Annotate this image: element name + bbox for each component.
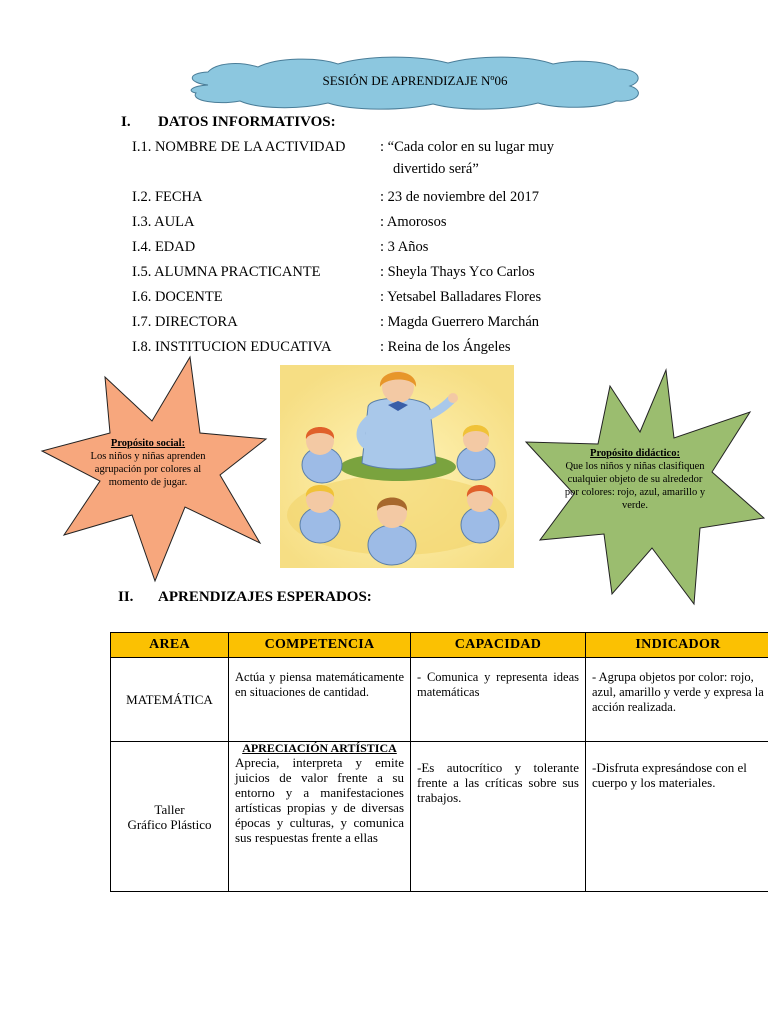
info-row-actividad <box>132 139 752 183</box>
table-row <box>111 742 768 892</box>
info-row-practicante <box>132 264 752 286</box>
info-label: I.1. NOMBRE DE LA ACTIVIDAD <box>132 139 346 155</box>
proposito-social-title: Propósito social: <box>110 438 186 449</box>
info-value: : Amorosos <box>380 214 447 230</box>
info-row-fecha <box>132 189 752 211</box>
header-competencia: COMPETENCIA <box>229 633 411 658</box>
header-area: AREA <box>111 633 229 658</box>
info-row-edad <box>132 239 752 261</box>
cell-indicador: - Agrupa objetos por color: rojo, azul, amarillo y verde y expresa la acción realizada. <box>586 658 768 742</box>
info-label: I.6. DOCENTE <box>132 289 223 305</box>
table-row <box>111 658 768 742</box>
cell-area <box>111 742 229 892</box>
children-illustration <box>280 365 514 568</box>
cell-competencia: Actúa y piensa matemáticamente en situaciones de cantidad. <box>229 658 411 742</box>
info-label: I.2. FECHA <box>132 189 203 205</box>
section-2-title: APRENDIZAJES ESPERADOS: <box>158 589 372 605</box>
info-value: : “Cada color en su lugar muy <box>380 139 554 155</box>
section-2-heading <box>118 589 518 609</box>
cell-area: MATEMÁTICA <box>111 658 229 742</box>
proposito-social-body: Los niños y niñas aprenden agrupación por colores al momento de jugar. <box>90 451 206 488</box>
cell-capacidad: - Comunica y representa ideas matemáticas <box>411 658 586 742</box>
info-row-directora <box>132 314 752 336</box>
table-header-row <box>111 633 768 658</box>
aprendizajes-table <box>110 632 768 892</box>
info-value: : Sheyla Thays Yco Carlos <box>380 264 535 280</box>
info-label: I.5. ALUMNA PRACTICANTE <box>132 264 321 280</box>
section-1-title: DATOS INFORMATIVOS: <box>158 114 336 130</box>
proposito-didactico-body: Que los niños y niñas clasifiquen cualquier objeto de su alrededor por colores: rojo, azul, amarillo y verde. <box>564 461 706 511</box>
info-value: : Yetsabel Balladares Flores <box>380 289 542 305</box>
section-1-heading <box>121 114 521 134</box>
competencia-subheading: APRECIACIÓN ARTÍSTICA <box>242 741 397 755</box>
area-line-1: Taller <box>154 801 185 817</box>
info-value-continuation: divertido será” <box>393 161 479 177</box>
header-capacidad: CAPACIDAD <box>411 633 586 658</box>
area-line-2: Gráfico Plástico <box>127 816 212 832</box>
header-indicador: INDICADOR <box>586 633 768 658</box>
info-label: I.4. EDAD <box>132 239 196 255</box>
info-label: I.3. AULA <box>132 214 195 230</box>
proposito-didactico-text <box>560 447 710 512</box>
session-title: SESIÓN DE APRENDIZAJE Nº06 <box>322 73 508 88</box>
info-label: I.7. DIRECTORA <box>132 314 238 330</box>
competencia-text: Aprecia, interpreta y emite juicios de valor frente a su entorno y a manifestaciones artísticas propias y de diversas épocas y culturas, y comunica sus respuestas frente a ellas <box>235 755 404 845</box>
info-value: : Reina de los Ángeles <box>380 339 511 355</box>
cell-indicador: -Disfruta expresándose con el cuerpo y los materiales. <box>586 742 768 892</box>
section-1-number: I. <box>121 114 131 130</box>
proposito-social-text <box>78 437 218 489</box>
info-value: : 3 Años <box>380 239 429 255</box>
info-row-aula <box>132 214 752 236</box>
cell-capacidad: -Es autocrítico y tolerante frente a las críticas sobre sus trabajos. <box>411 742 586 892</box>
info-value: : Magda Guerrero Marchán <box>380 314 540 330</box>
proposito-didactico-title: Propósito didáctico: <box>590 448 680 459</box>
info-label: I.8. INSTITUCION EDUCATIVA <box>132 339 332 355</box>
info-row-docente <box>132 289 752 311</box>
cell-competencia <box>229 742 411 892</box>
info-value: : 23 de noviembre del 2017 <box>380 189 540 205</box>
section-2-number: II. <box>118 589 134 605</box>
